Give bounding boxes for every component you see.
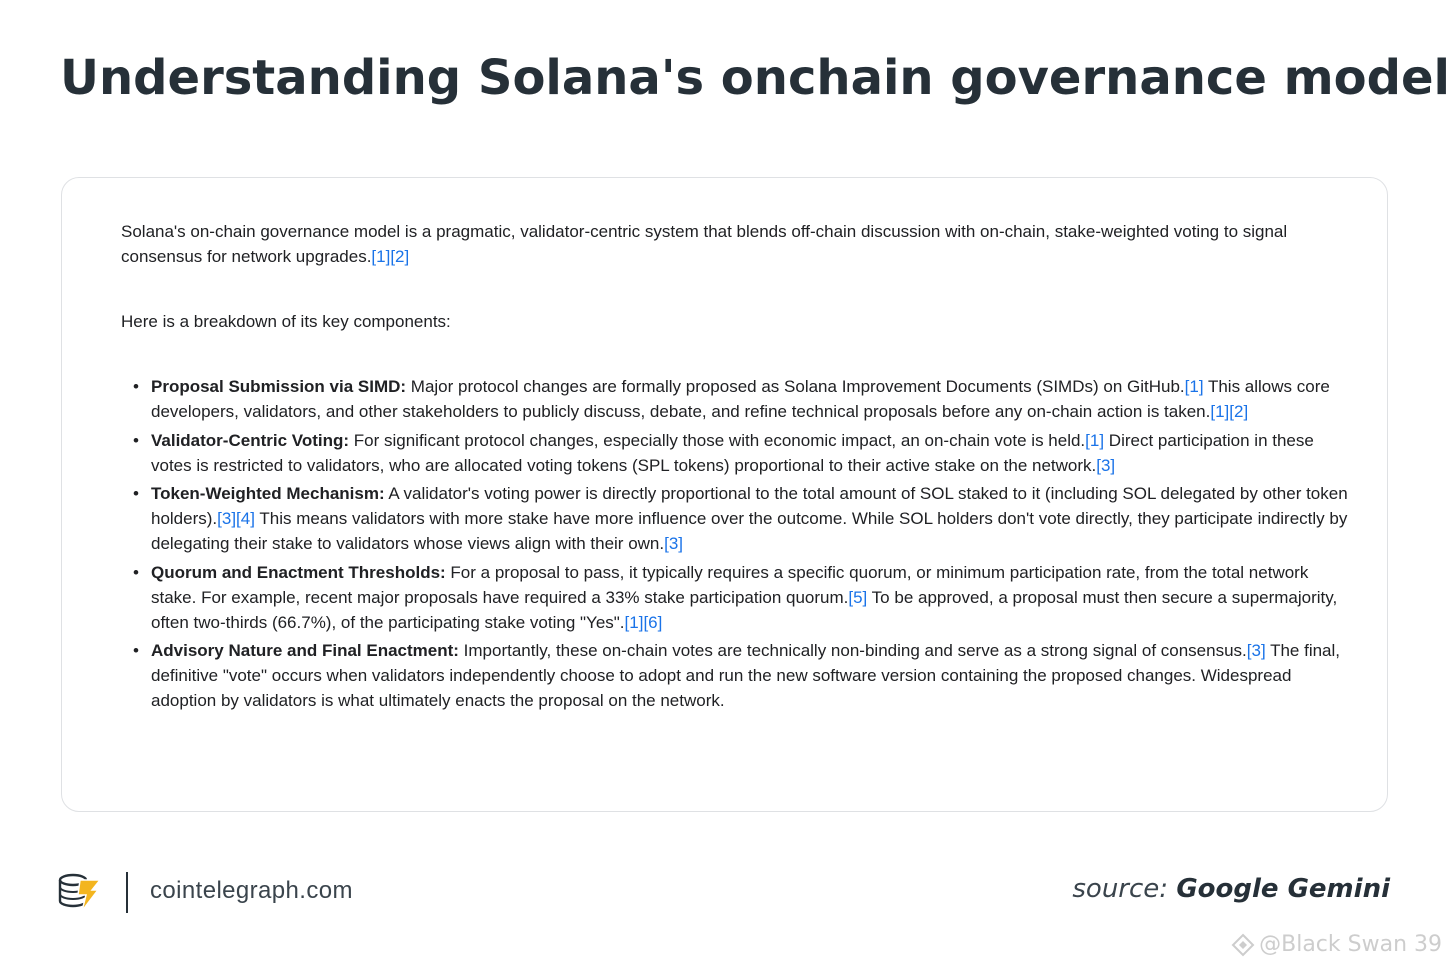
- bullet-icon: •: [133, 484, 139, 503]
- citation-link[interactable]: [3]: [217, 509, 237, 528]
- citation-link[interactable]: [3]: [664, 534, 684, 553]
- citation-link[interactable]: [4]: [236, 509, 255, 528]
- item-text: This allows core developers, validators, and other stakeholders to publicly discuss, debate, and refine technical proposals before any on-chain action is taken.: [151, 377, 1330, 421]
- response-card: [61, 177, 1388, 812]
- citation-link[interactable]: [2]: [390, 247, 410, 266]
- page-title: Understanding Solana's onchain governance model: [60, 50, 1450, 106]
- list-item: [121, 560, 1351, 635]
- source-name: Google Gemini: [1176, 874, 1390, 904]
- item-text: A validator's voting power is directly proportional to the total amount of SOL staked to it (including SOL delegated by other token holders).: [151, 484, 1348, 528]
- watermark-text: @Black Swan 39: [1259, 932, 1442, 957]
- bullet-icon: •: [133, 377, 139, 396]
- item-term: Quorum and Enactment Thresholds:: [151, 562, 446, 582]
- item-term: Validator-Centric Voting:: [151, 430, 350, 450]
- footer-divider: [126, 872, 128, 913]
- item-term: Token-Weighted Mechanism:: [151, 484, 385, 503]
- source-prefix: source:: [1072, 874, 1169, 904]
- citation-link[interactable]: [6]: [643, 612, 663, 632]
- intro-text: Solana's on-chain governance model is a pragmatic, validator-centric system that blends off-chain discussion with on-chain, stake-weighted voting to signal consensus for network upgrades.: [121, 222, 1288, 266]
- item-term: Advisory Nature and Final Enactment:: [151, 641, 459, 660]
- binance-square-icon: [1231, 933, 1255, 957]
- cointelegraph-logo-icon[interactable]: [58, 871, 102, 913]
- citation-link[interactable]: [1]: [624, 612, 644, 632]
- citation-link[interactable]: [1]: [1085, 430, 1105, 450]
- source-attribution: [1072, 874, 1390, 904]
- citation-link[interactable]: [1]: [371, 247, 391, 266]
- item-text: Direct participation in these votes is restricted to validators, who are allocated voting tokens (SPL tokens) proportional to their active stake on the network.: [151, 430, 1314, 475]
- item-text: Major protocol changes are formally proposed as Solana Improvement Documents (SIMDs) on GitHub.: [406, 377, 1185, 396]
- item-text: The final, definitive "vote" occurs when validators independently choose to adopt and run the new software version containing the proposed changes. Widespread adoption by validators is what ultimately enacts the proposal on the network.: [151, 641, 1341, 710]
- item-text: For a proposal to pass, it typically requires a specific quorum, or minimum participation rate, from the total network stake. For example, recent major proposals have required a 33% stake participation quorum.: [151, 562, 1309, 607]
- citation-link[interactable]: [2]: [1229, 402, 1249, 421]
- bullet-icon: •: [133, 562, 139, 582]
- item-text: Importantly, these on-chain votes are technically non-binding and serve as a strong signal of consensus.: [458, 641, 1247, 660]
- item-text: For significant protocol changes, especially those with economic impact, an on-chain vote is held.: [349, 430, 1086, 450]
- response-content: [121, 219, 1351, 717]
- citation-link[interactable]: [1]: [1184, 377, 1204, 396]
- intro-paragraph: [121, 219, 1351, 269]
- list-item: [121, 638, 1351, 713]
- list-item: [121, 481, 1351, 556]
- site-link[interactable]: cointelegraph.com: [150, 877, 353, 904]
- watermark: [1231, 932, 1442, 957]
- components-list: [121, 374, 1351, 713]
- list-item: [121, 428, 1351, 478]
- citation-link[interactable]: [3]: [1246, 641, 1266, 660]
- citation-link[interactable]: [3]: [1096, 455, 1116, 475]
- bullet-icon: •: [133, 430, 139, 450]
- citation-link[interactable]: [5]: [848, 587, 868, 607]
- list-item: [121, 374, 1351, 424]
- bullet-icon: •: [133, 641, 139, 660]
- item-text: This means validators with more stake have more influence over the outcome. While SOL holders don't vote directly, they participate indirectly by delegating their stake to validators whose views align with their own.: [151, 509, 1348, 553]
- item-term: Proposal Submission via SIMD:: [151, 377, 407, 396]
- citation-link[interactable]: [1]: [1210, 402, 1230, 421]
- item-text: To be approved, a proposal must then secure a supermajority, often two-thirds (66.7%), of the participating stake voting "Yes".: [151, 587, 1338, 632]
- lead-paragraph: Here is a breakdown of its key components:: [121, 312, 451, 331]
